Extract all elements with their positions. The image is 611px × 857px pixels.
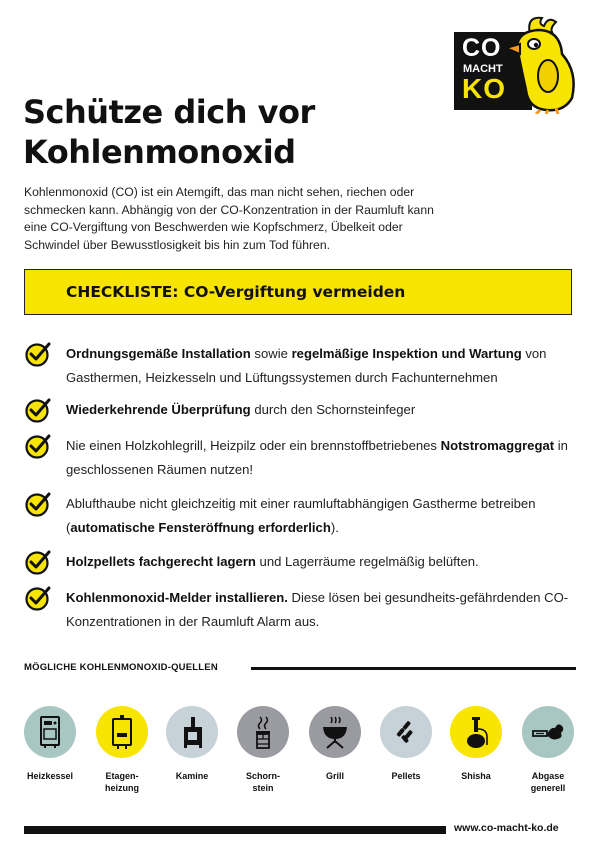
check-circle-icon xyxy=(24,432,52,460)
source-label: Etagen- heizung xyxy=(105,771,139,793)
check-circle-icon xyxy=(24,340,52,368)
source-label: Schorn- stein xyxy=(245,771,280,793)
sources-row xyxy=(24,706,584,806)
checklist-banner xyxy=(24,269,572,315)
check-circle-icon xyxy=(24,584,52,612)
source-item xyxy=(160,706,224,782)
source-item xyxy=(18,706,82,782)
source-label: Grill xyxy=(325,771,344,781)
sources-divider xyxy=(251,667,576,670)
boiler-icon xyxy=(24,706,76,758)
check-circle-icon xyxy=(24,396,52,424)
pellets-icon xyxy=(380,706,432,758)
logo-macht: MACHT xyxy=(463,63,503,75)
checklist-item-text: Ordnungsgemäße Installation sowie regelmäßige Inspektion und Wartung von Gasthermen, Heizkesseln und Lüftungssystemen durch Fachunternehmen xyxy=(66,346,547,385)
title-line-2: Kohlenmonoxid xyxy=(23,133,296,171)
source-item xyxy=(516,706,580,794)
check-circle-icon xyxy=(24,548,52,576)
page-title xyxy=(23,92,443,172)
source-label: Shisha xyxy=(461,771,491,781)
wall-heater-icon xyxy=(96,706,148,758)
source-label: Pellets xyxy=(391,771,421,781)
source-item xyxy=(444,706,508,782)
intro-paragraph: Kohlenmonoxid (CO) ist ein Atemgift, das man nicht sehen, riechen oder schmecken kann. Abhängig von der CO-Konzentration in der Raumluft kann eine CO-Vergiftung von Beschwerden wie Kopfschmerz, Übelkeit oder Schwindel über Bewusstlosigkeit bis hin zum Tod führen. xyxy=(24,185,434,252)
canary-mascot-icon xyxy=(500,14,584,114)
source-label: Abgase generell xyxy=(530,771,566,793)
logo-ko: KO xyxy=(462,73,506,104)
title-line-1: Schütze dich vor xyxy=(23,93,315,131)
checklist-heading: CHECKLISTE: CO-Vergiftung vermeiden xyxy=(66,283,406,301)
source-label: Kamine xyxy=(175,771,209,781)
source-item xyxy=(231,706,295,794)
source-label: Heizkessel xyxy=(26,771,74,781)
shisha-icon xyxy=(450,706,502,758)
checklist-item-text: Ablufthaube nicht gleichzeitig mit einer raumluftabhängigen Gastherme betreiben (automatische Fensteröffnung erforderlich). xyxy=(66,496,536,535)
exhaust-icon xyxy=(522,706,574,758)
grill-icon xyxy=(309,706,361,758)
co-macht-ko-logo xyxy=(454,14,584,114)
check-circle-icon xyxy=(24,490,52,518)
checklist-item-text: Holzpellets fachgerecht lagern und Lagerräume regelmäßig belüften. xyxy=(66,554,479,569)
footer-url[interactable]: www.co-macht-ko.de xyxy=(454,822,559,834)
source-item xyxy=(374,706,438,782)
footer-bar xyxy=(24,826,446,834)
source-item xyxy=(90,706,154,794)
checklist-item-text: Wiederkehrende Überprüfung durch den Schornsteinfeger xyxy=(66,402,416,417)
checklist-item-text: Nie einen Holzkohlegrill, Heizpilz oder ein brennstoffbetriebenes Notstromaggregat in geschlossenen Räumen nutzen! xyxy=(66,438,568,477)
stove-icon xyxy=(166,706,218,758)
source-item xyxy=(303,706,367,782)
sources-heading: MÖGLICHE KOHLENMONOXID-QUELLEN xyxy=(24,662,218,673)
logo-co: CO xyxy=(462,34,502,62)
chimney-icon xyxy=(237,706,289,758)
checklist-item-text: Kohlenmonoxid-Melder installieren. Diese lösen bei gesundheits-gefährdenden CO-Konzentrationen in der Raumluft Alarm aus. xyxy=(66,590,569,629)
